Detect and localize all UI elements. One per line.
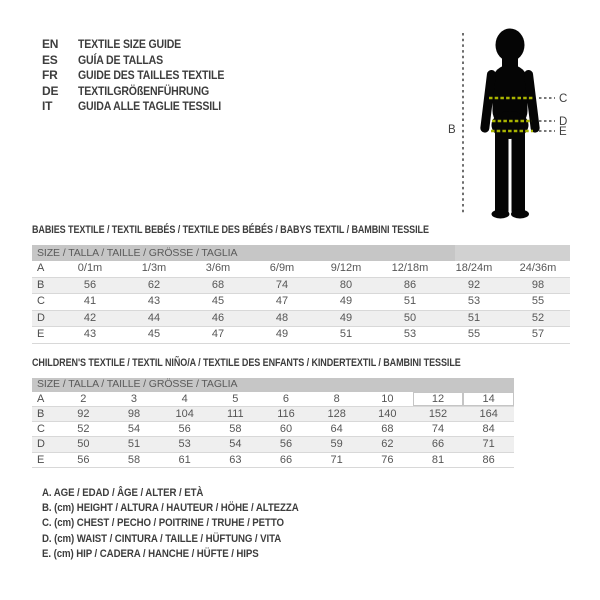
size-value: 74 [431,423,445,436]
size-value: 12/18m [391,262,429,274]
row-label: B [37,278,45,291]
size-value: 49 [339,295,353,307]
size-value: 68 [211,278,225,291]
size-row-B [32,278,570,295]
size-value: 62 [147,278,161,291]
size-value: 63 [229,453,242,466]
size-value: 56 [279,438,293,451]
size-value: 48 [275,311,289,324]
size-value: 56 [83,278,97,291]
size-value: 76 [381,453,394,466]
size-header-row: SIZE / TALLA / TAILLE / GRÖSSE / TAGLIA [32,378,514,392]
size-value: 53 [403,328,417,340]
size-value: 128 [327,407,346,420]
size-value: 71 [482,438,495,451]
size-value: 43 [147,295,161,307]
size-value: 104 [175,407,194,420]
size-value: 57 [531,328,545,340]
language-row-fr [42,68,244,84]
guide-title-it: GUIDA ALLE TAGLIE TESSILI [78,99,222,113]
size-value: 86 [403,278,417,291]
size-value: 140 [378,407,397,420]
row-label: A [37,262,45,274]
size-value: 66 [431,438,445,451]
size-value: 51 [339,328,353,340]
language-code: FR [42,68,58,82]
size-value: 92 [77,407,90,420]
row-label: C [37,423,45,436]
size-value: 42 [83,311,97,324]
size-value: 81 [431,453,445,466]
size-value: 50 [77,438,90,451]
size-header-row: SIZE / TALLA / TAILLE / GRÖSSE / TAGLIA [32,245,570,261]
size-value: 46 [211,311,225,324]
size-value: 14 [463,392,514,406]
row-label: B [37,407,45,420]
size-value: 47 [275,295,289,307]
size-value: 47 [211,328,225,340]
language-row-de [42,84,244,100]
size-value: 10 [381,392,394,405]
language-code: ES [42,52,58,67]
size-value: 6/9m [269,262,295,274]
legend-waist: D. (cm) WAIST / CINTURA / TAILLE / HÜFTUNG / VITA [42,532,282,545]
size-value: 9/12m [330,262,362,274]
size-value: 59 [330,438,343,451]
size-value: 4 [181,392,188,405]
size-value: 54 [127,423,141,436]
language-row-it [42,99,244,115]
size-value: 58 [229,423,242,436]
size-value: 49 [339,311,353,324]
size-value: 53 [467,295,481,307]
size-row-C [32,294,570,311]
size-value: 56 [77,453,90,466]
size-value: 58 [127,453,141,466]
row-label: D [37,438,45,451]
legend-height: B. (cm) HEIGHT / ALTURA / HAUTEUR / HÖHE / ALTEZZA [42,502,299,515]
guide-title-de: TEXTILGRÖßENFÜHRUNG [78,83,210,98]
guide-title-fr: GUIDE DES TAILLES TEXTILE [78,68,225,82]
hip-label: E [559,126,567,138]
size-value: 24/36m [519,262,557,274]
legend-age: A. AGE / EDAD / ÂGE / ALTER / ETÀ [42,487,204,499]
size-value: 86 [482,453,495,466]
size-value: 55 [467,328,481,340]
size-value: 68 [381,423,394,436]
measurement-legend [42,486,334,562]
children-size-table [32,378,514,468]
children-table-body [32,392,514,468]
size-value: 98 [531,278,545,291]
child-measurement-figure [445,15,575,225]
size-value: 92 [467,278,481,291]
row-label: D [37,311,45,324]
language-code: IT [42,99,53,113]
size-value: 45 [147,328,161,340]
size-value: 116 [277,407,295,420]
babies-size-table [32,245,570,344]
size-value: 60 [279,423,293,436]
size-value: 152 [428,407,448,420]
size-row-A [32,261,570,278]
language-code: DE [42,83,59,98]
size-row-E [32,453,514,468]
size-value: 1/3m [141,262,167,274]
size-row-B [32,407,514,422]
size-value: 51 [403,295,417,307]
language-code: EN [42,37,59,51]
size-value: 71 [330,453,343,466]
size-value: 74 [275,278,289,291]
size-value: 44 [147,311,161,324]
language-list [42,37,244,115]
size-value: 3 [130,392,138,405]
size-value: 50 [403,311,417,324]
babies-table-body [32,261,570,344]
size-value: 111 [226,407,244,420]
size-row-A [32,392,514,407]
size-value: 6 [282,392,290,405]
size-row-C [32,422,514,437]
size-value: 5 [232,392,239,405]
size-value: 80 [339,278,353,291]
size-row-D [32,437,514,452]
legend-chest: C. (cm) CHEST / PECHO / POITRINE / TRUHE / PETTO [42,517,284,530]
babies-section-title: BABIES TEXTILE / TEXTIL BEBÉS / TEXTILE DES BÉBÉS / BABYS TEXTIL / BAMBINI TESSILE [32,224,429,236]
size-value: 51 [467,311,481,324]
size-value: 52 [77,423,90,436]
size-value: 3/6m [205,262,231,274]
legend-hip: E. (cm) HIP / CADERA / HANCHE / HÜFTE / HIPS [42,547,259,560]
size-value: 54 [229,438,242,451]
size-value: 52 [531,311,545,324]
size-value: 56 [178,423,191,436]
size-value: 41 [83,295,97,307]
row-label: E [37,328,45,340]
size-row-E [32,327,570,344]
size-value: 18/24m [455,262,493,274]
size-value: 55 [531,295,545,307]
size-value: 49 [275,328,289,340]
height-label: B [448,124,456,136]
size-value: 53 [178,438,191,451]
guide-title-en: TEXTILE SIZE GUIDE [78,37,182,51]
size-value: 2 [80,392,87,405]
row-label: C [37,295,45,307]
chest-label: C [559,93,568,105]
language-row-en [42,37,244,53]
size-value: 98 [127,407,141,420]
size-value: 51 [127,438,141,451]
size-value: 164 [479,407,498,420]
row-label: A [37,392,45,405]
size-value: 61 [178,453,191,466]
size-value: 62 [381,438,394,451]
language-row-es [42,53,244,69]
size-value: 84 [482,423,495,436]
children-section-title: CHILDREN'S TEXTILE / TEXTIL NIÑO/A / TEXTILE DES ENFANTS / KINDERTEXTIL / BAMBINI TESSILE [32,357,461,369]
size-value: 12 [413,392,464,406]
guide-title-es: GUÍA DE TALLAS [78,52,163,67]
child-silhouette [480,29,540,219]
size-row-D [32,311,570,328]
size-value: 45 [211,295,225,307]
size-value: 0/1m [77,262,103,274]
size-value: 66 [279,453,293,466]
row-label: E [37,453,45,466]
child-silhouette-svg [445,15,575,225]
size-value: 64 [330,423,343,436]
waist-label: D [559,116,568,128]
size-value: 8 [333,392,340,405]
size-value: 43 [83,328,97,340]
